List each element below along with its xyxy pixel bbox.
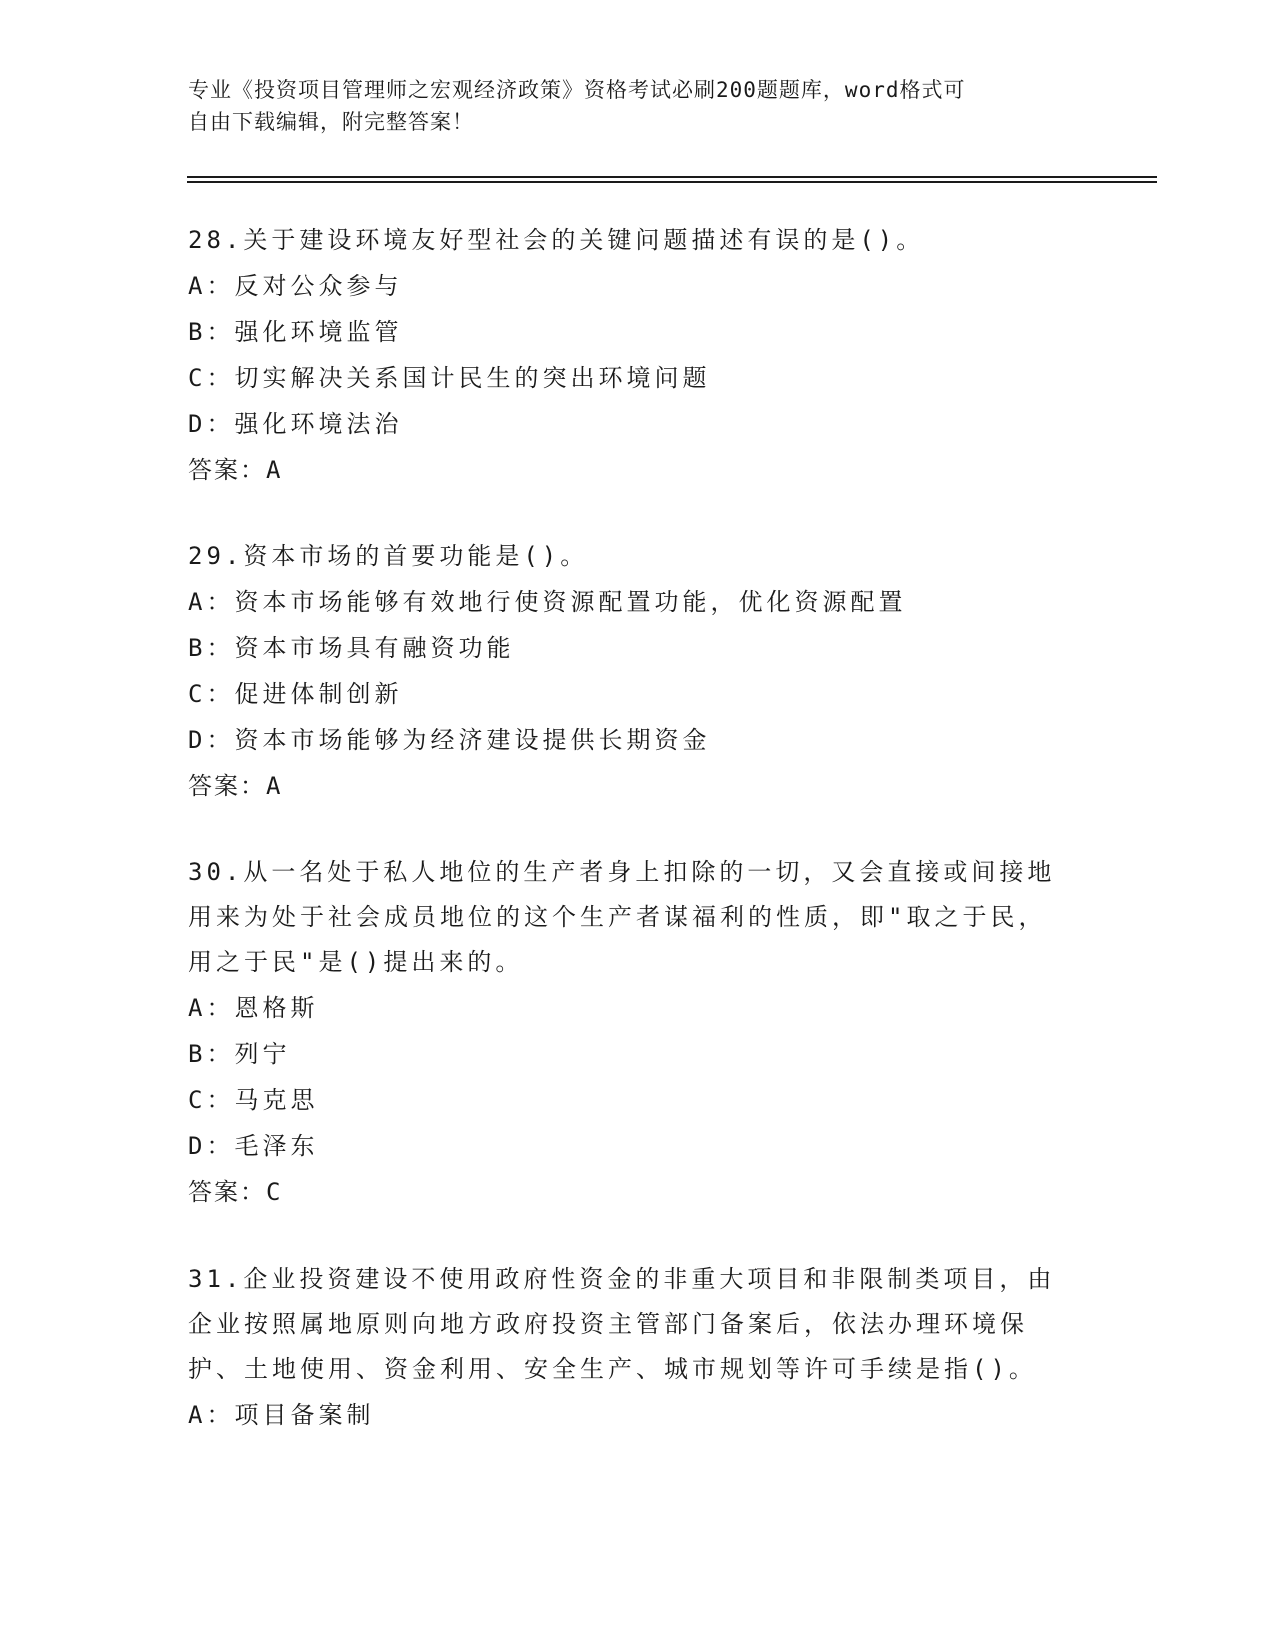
question-stem: 企业按照属地原则向地方政府投资主管部门备案后，依法办理环境保 [188, 1310, 1028, 1338]
answer: 答案：A [188, 772, 283, 800]
option-c: C：切实解决关系国计民生的突出环境问题 [188, 364, 711, 392]
question-stem: 31.企业投资建设不使用政府性资金的非重大项目和非限制类项目，由 [188, 1265, 1056, 1293]
option-a: A：项目备案制 [188, 1401, 375, 1429]
header-divider [187, 181, 1157, 183]
option-d: D：毛泽东 [188, 1132, 319, 1160]
option-b: B：强化环境监管 [188, 318, 403, 346]
option-a: A：反对公众参与 [188, 272, 403, 300]
option-b: B：列宁 [188, 1040, 291, 1068]
question-block [188, 218, 1088, 493]
answer: 答案：C [188, 1178, 283, 1206]
question-stem: 用之于民"是()提出来的。 [188, 948, 524, 976]
document-header [188, 74, 1088, 138]
answer: 答案：A [188, 456, 283, 484]
header-divider [187, 176, 1157, 178]
question-block [188, 850, 1088, 1215]
question-stem: 30.从一名处于私人地位的生产者身上扣除的一切，又会直接或间接地 [188, 858, 1056, 886]
header-line: 专业《投资项目管理师之宏观经济政策》资格考试必刷200题题库，word格式可 [188, 78, 966, 102]
option-b: B：资本市场具有融资功能 [188, 634, 515, 662]
question-stem: 29.资本市场的首要功能是()。 [188, 542, 589, 570]
option-c: C：马克思 [188, 1086, 319, 1114]
question-stem: 28.关于建设环境友好型社会的关键问题描述有误的是()。 [188, 226, 925, 254]
option-d: D：资本市场能够为经济建设提供长期资金 [188, 726, 711, 754]
option-a: A：恩格斯 [188, 994, 319, 1022]
question-stem: 用来为处于社会成员地位的这个生产者谋福利的性质，即"取之于民， [188, 903, 1047, 931]
question-block [188, 1257, 1088, 1438]
option-a: A：资本市场能够有效地行使资源配置功能，优化资源配置 [188, 588, 907, 616]
option-d: D：强化环境法治 [188, 410, 403, 438]
question-block [188, 534, 1088, 809]
header-line: 自由下载编辑，附完整答案！ [188, 110, 474, 134]
question-stem: 护、土地使用、资金利用、安全生产、城市规划等许可手续是指()。 [188, 1355, 1037, 1383]
option-c: C：促进体制创新 [188, 680, 403, 708]
